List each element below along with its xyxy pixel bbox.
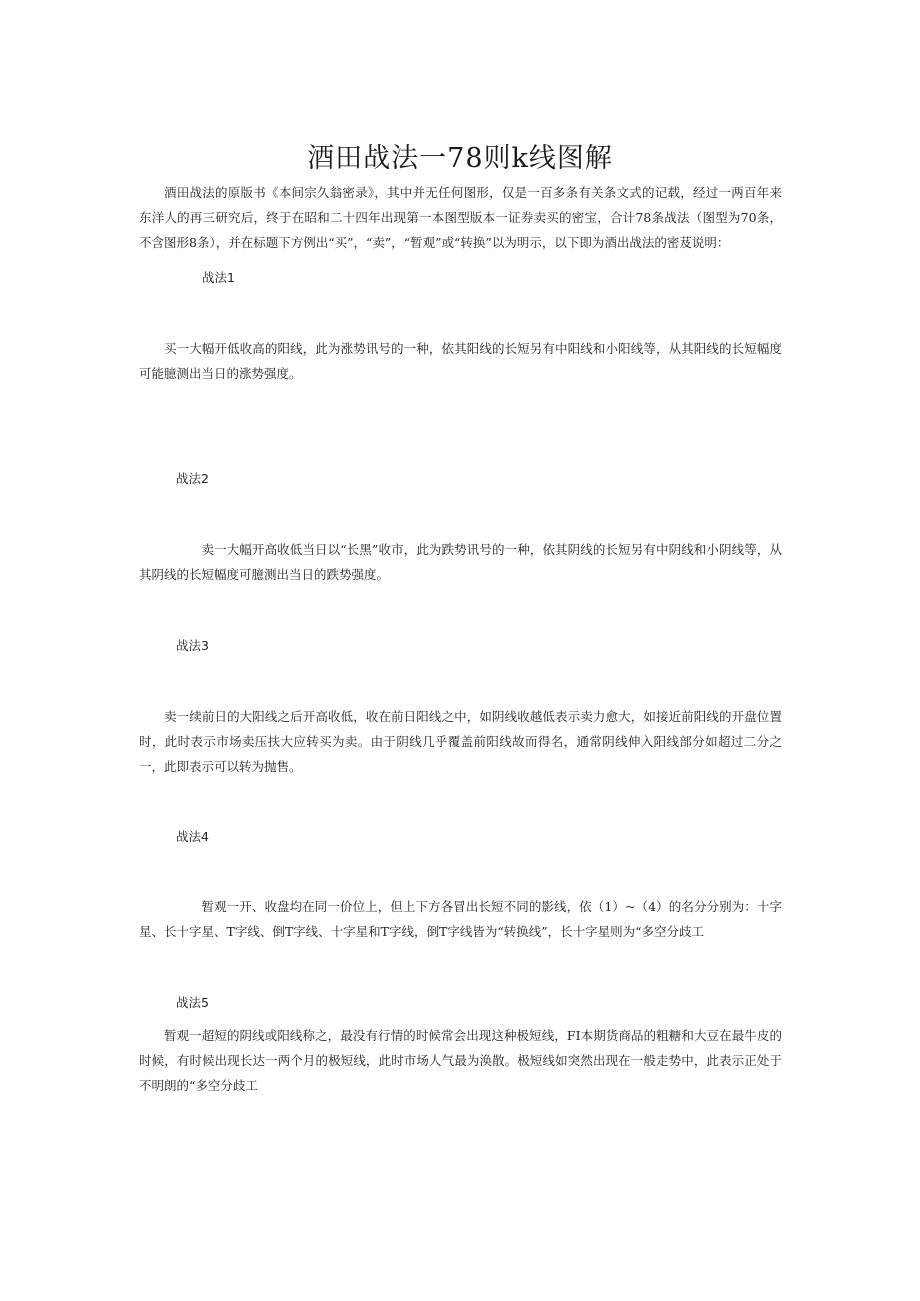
page-title: 酒田战法一78则k线图解: [307, 143, 613, 174]
intro-paragraph: 酒田战法的原版书《本间宗久翁密录》，其中并无任何图形，仅是一百多条有关条文式的记载，经过一两百年来东洋人的再三研究后，终于在昭和二十四年出现第一本图型版本一证券卖买的密宝，合计78条战法（图型为70条，不含图形8条），并在标题下方例出“买”，“卖”，“暂观”或“转换”以为明示，以下即为酒出战法的密芨说明：: [139, 185, 782, 250]
section-heading-3: 战法3: [176, 638, 209, 653]
section-body-4: 暂观一开、收盘均在同一价位上，但上下方各冒出长短不同的影线，依（1）~（4）的名分分别为：十字星、长十字星、T字线、倒T字线、十字星和T字线，倒T字线皆为“转换线”，长十字星则为“多空分歧工: [139, 899, 782, 939]
section-body-3: 卖一续前日的大阳线之后开高收低，收在前日阳线之中，如阴线收越低表示卖力愈大，如接近前阳线的开盘位置时，此时表示市场卖压扶大应转买为卖。由于阴线几乎覆盖前阳线故而得名，通常阴线伸入阳线部分如超过二分之一，此即表示可以转为抛售。: [139, 709, 782, 774]
section-body-5: 暂观一超短的阴线或阳线称之，最没有行情的时候常会出现这种极短线，FI本期货商品的粗糖和大豆在最牛皮的时候，有时候出现长达一两个月的极短线，此时市场人气最为涣散。极短线如突然出现在一般走势中，此表示正处于不明朗的“多空分歧工: [139, 1028, 782, 1093]
section-heading-5: 战法5: [176, 995, 209, 1010]
section-heading-1: 战法1: [202, 270, 235, 285]
section-heading-4: 战法4: [176, 829, 209, 844]
section-body-2: 卖一大幅开高收低当日以“长黑”收市，此为跌势讯号的一种，依其阴线的长短另有中阴线和小阴线等，从其阴线的长短幅度可臆测出当日的跌势强度。: [139, 542, 782, 582]
section-heading-2: 战法2: [176, 471, 209, 486]
section-body-1: 买一大幅开低收高的阳线，此为涨势讯号的一种，依其阳线的长短另有中阳线和小阳线等，从其阳线的长短幅度可能臆测出当日的涨势强度。: [139, 341, 782, 381]
